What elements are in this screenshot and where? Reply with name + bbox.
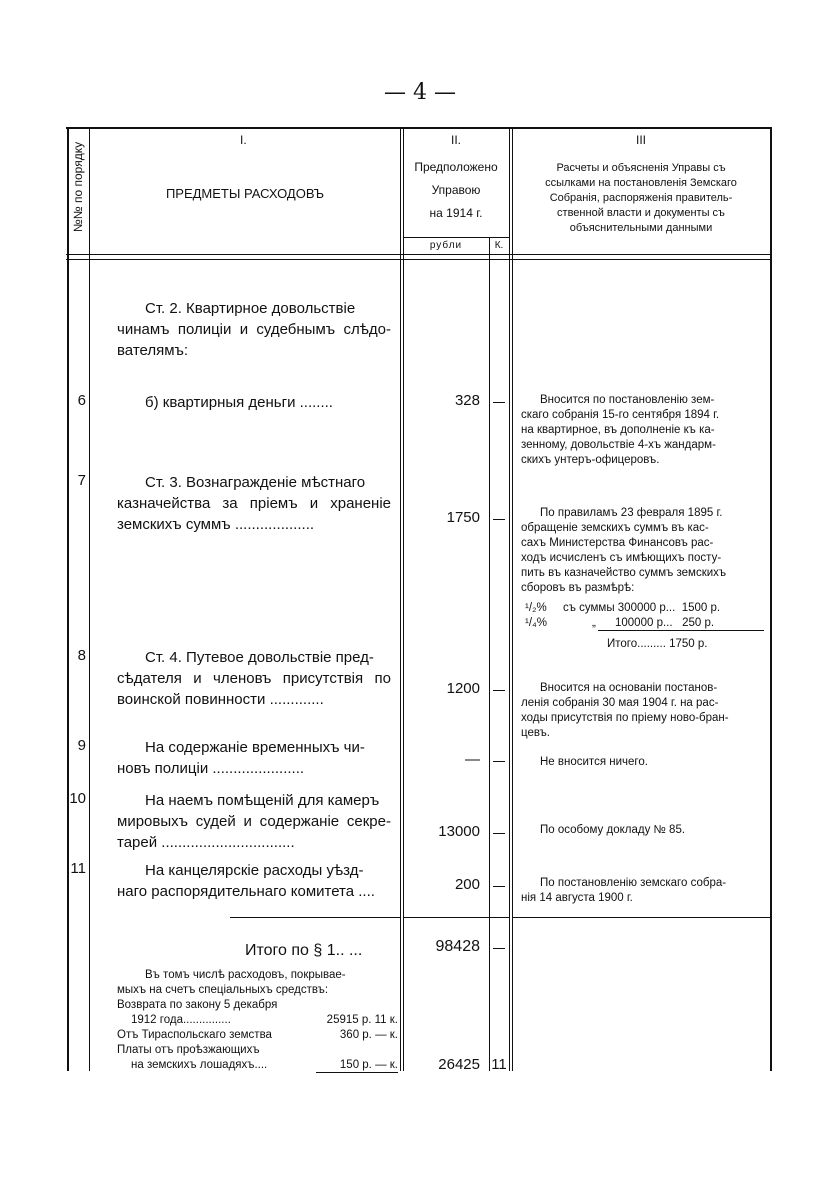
special-amount: 26425 bbox=[438, 1056, 480, 1073]
row-7-text-1: Ст. 3. Вознагражденіе мѣстнаго bbox=[145, 474, 366, 491]
col-no-header: №№ по порядку bbox=[71, 141, 85, 233]
row-11-amount: 200 bbox=[454, 876, 480, 893]
row-7-note-6: сборовъ въ размѣрѣ: bbox=[521, 582, 635, 594]
special-line4-value: 25915 р. 11 к. bbox=[326, 1014, 398, 1026]
header-bottom-rule bbox=[66, 254, 772, 255]
row-6-note-5: скихъ унтеръ-офицеровъ. bbox=[521, 454, 660, 466]
row-11-text-2: наго распорядительнаго комитета .... bbox=[117, 883, 375, 900]
row-8-number: 8 bbox=[77, 647, 86, 664]
row-6-note-4: зенному, довольствіе 4-хъ жандарм- bbox=[521, 439, 716, 451]
row-7-note-5: пить въ казначейство суммъ земскихъ bbox=[521, 567, 727, 579]
total-label: Итого по § 1.. ... bbox=[245, 942, 363, 959]
art2-line1: Ст. 2. Квартирное довольствіе bbox=[145, 300, 356, 317]
total-rule-right bbox=[512, 917, 770, 918]
col-divider-1a bbox=[400, 127, 401, 1071]
col-divider-2b bbox=[512, 127, 513, 1071]
row-6-note-2: скаго собранія 15-го сентября 1894 г. bbox=[521, 409, 720, 421]
special-line1: Въ томъ числѣ расходовъ, покрывае- bbox=[145, 969, 346, 981]
row-7-amount: 1750 bbox=[446, 509, 480, 526]
total-rule-mid bbox=[403, 917, 509, 918]
row-10-text-2: мировыхъ судей и содержаніе секре- bbox=[117, 813, 391, 830]
col3-line5: объяснительными данными bbox=[569, 222, 713, 234]
special-line3: Возврата по закону 5 декабря bbox=[117, 999, 278, 1011]
art2-line2: чинамъ полиціи и судебнымъ слѣдо- bbox=[117, 321, 391, 338]
row-6-note-1: Вносится по постановленію зем- bbox=[540, 394, 715, 406]
special-kop: 11 bbox=[491, 1056, 507, 1073]
row-9-number: 9 bbox=[77, 737, 86, 754]
row-6-amount: 328 bbox=[454, 392, 480, 409]
row-8-kop-dash bbox=[493, 690, 505, 691]
row-11-note-2: нія 14 августа 1900 г. bbox=[521, 892, 633, 904]
row-9-text-1: На содержаніе временныхъ чи- bbox=[145, 739, 365, 756]
col1-number: I. bbox=[240, 133, 247, 147]
row-10-text-1: На наемъ помѣщеній для камеръ bbox=[145, 792, 380, 809]
col2-line1: Предположено bbox=[414, 160, 498, 174]
row-7-number: 7 bbox=[77, 472, 86, 489]
row-6-note-3: на квартирное, въ дополненіе къ ка- bbox=[521, 424, 715, 436]
row-6-kop-dash bbox=[493, 402, 505, 403]
row-8-note-4: цевъ. bbox=[521, 727, 550, 739]
col2-line3: на 1914 г. bbox=[429, 206, 483, 220]
row-10-number: 10 bbox=[69, 790, 86, 807]
row-10-kop-dash bbox=[493, 833, 505, 834]
col-divider-num bbox=[89, 127, 90, 1071]
col-divider-left bbox=[67, 127, 69, 1071]
row-8-amount: 1200 bbox=[446, 680, 480, 697]
row-7-note-4: ходъ исчисленъ съ имѣющихъ посту- bbox=[521, 552, 722, 564]
row-8-text-3: воинской повинности ............. bbox=[117, 691, 324, 708]
row-7-note-3: сахъ Министерства Финансовъ рас- bbox=[521, 537, 714, 549]
row-7-calc-text-2: „ 100000 р... 250 р. bbox=[592, 617, 715, 629]
col3-line1: Расчеты и объясненія Управы съ bbox=[556, 162, 726, 174]
row-10-note-1: По особому докладу № 85. bbox=[540, 824, 686, 836]
page-number: — 4 — bbox=[384, 80, 456, 105]
col-divider-2a bbox=[509, 127, 510, 1071]
special-line5-value: 360 р. — к. bbox=[339, 1029, 398, 1041]
special-line5-label: Отъ Тираспольскаго земства bbox=[117, 1029, 272, 1041]
col-divider-1b bbox=[403, 127, 404, 1071]
total-amount: 98428 bbox=[435, 938, 480, 955]
row-7-text-2: казначейства за пріемъ и храненіе bbox=[117, 495, 391, 512]
row-7-calc-text-1: съ суммы 300000 р... 1500 р. bbox=[563, 602, 721, 614]
row-10-amount: 13000 bbox=[438, 823, 480, 840]
row-7-calc-rate-2: ¹/₄% bbox=[525, 617, 547, 629]
special-line6: Платы отъ проѣзжающихъ bbox=[117, 1044, 260, 1056]
header-bottom-rule-2 bbox=[66, 259, 772, 260]
row-8-note-1: Вносится на основаніи постанов- bbox=[540, 682, 718, 694]
row-7-note-2: обращеніе земскихъ суммъ въ кас- bbox=[521, 522, 709, 534]
row-7-calc-rule bbox=[598, 630, 764, 631]
row-8-note-2: ленія собранія 30 мая 1904 г. на рас- bbox=[521, 697, 719, 709]
total-rule-left bbox=[230, 917, 400, 918]
col1-title: ПРЕДМЕТЫ РАСХОДОВЪ bbox=[165, 186, 325, 201]
row-10-text-3: тарей ................................ bbox=[117, 834, 295, 851]
table-top-rule bbox=[66, 127, 772, 129]
total-kop-dash bbox=[493, 948, 505, 949]
row-8-text-2: сѣдателя и членовъ присутствія по bbox=[117, 670, 391, 687]
row-11-kop-dash bbox=[493, 886, 505, 887]
col-divider-right bbox=[770, 127, 772, 1071]
row-7-calc-total: Итого......... 1750 р. bbox=[607, 638, 708, 650]
row-6-text: б) квартирныя деньги ........ bbox=[145, 394, 333, 411]
row-7-kop-dash bbox=[493, 519, 505, 520]
row-9-amount: — bbox=[465, 751, 480, 768]
special-line2: мыхъ на счетъ спеціальныхъ средствъ: bbox=[117, 984, 329, 996]
col3-line3: Собранія, распоряженія правитель- bbox=[549, 192, 733, 204]
special-line7-label: на земскихъ лошадяхъ.... bbox=[131, 1059, 268, 1071]
kop-label: К. bbox=[494, 240, 504, 251]
col-divider-kop bbox=[489, 237, 490, 1071]
row-9-kop-dash bbox=[493, 761, 505, 762]
col3-line2: ссылками на постановленія Земскаго bbox=[545, 177, 737, 189]
row-9-text-2: новъ полиціи ...................... bbox=[117, 760, 305, 777]
special-line4-label: 1912 года............... bbox=[131, 1014, 231, 1026]
special-line7-value: 150 р. — к. bbox=[339, 1059, 398, 1071]
row-8-text-1: Ст. 4. Путевое довольствіе пред- bbox=[145, 649, 374, 666]
col3-line4: ственной власти и документы съ bbox=[557, 207, 725, 219]
rubles-label: рубли bbox=[429, 240, 463, 251]
row-11-note-1: По постановленію земскаго собра- bbox=[540, 877, 727, 889]
row-8-note-3: ходы присутствія по пріему ново-бран- bbox=[521, 712, 729, 724]
row-6-number: 6 bbox=[77, 392, 86, 409]
row-11-number: 11 bbox=[70, 860, 86, 877]
col2-line2: Управою bbox=[431, 183, 481, 197]
row-7-note-1: По правиламъ 23 февраля 1895 г. bbox=[540, 507, 723, 519]
row-7-calc-rate-1: ¹/₂% bbox=[525, 602, 547, 614]
col2-number: II. bbox=[450, 133, 461, 147]
col3-number: III bbox=[635, 133, 646, 147]
row-7-text-3: земскихъ суммъ ................... bbox=[117, 516, 315, 533]
row-11-text-1: На канцелярскіе расходы уѣзд- bbox=[145, 862, 364, 879]
art2-line3: вателямъ: bbox=[117, 342, 189, 359]
rubles-rule bbox=[403, 237, 509, 238]
row-9-note-1: Не вносится ничего. bbox=[540, 756, 648, 768]
special-value-rule bbox=[316, 1072, 398, 1073]
